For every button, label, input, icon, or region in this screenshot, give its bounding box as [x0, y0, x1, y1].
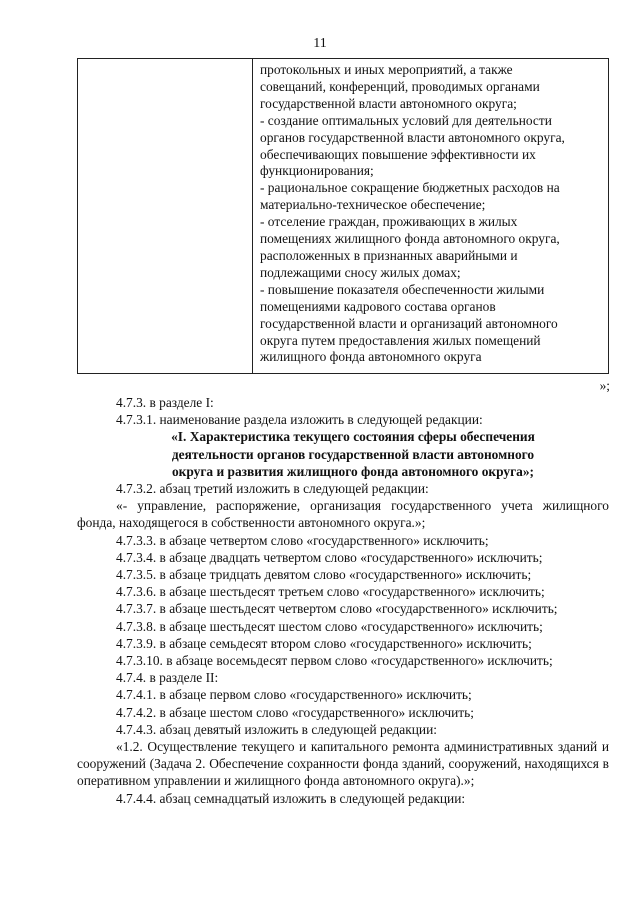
paragraph: 4.7.3.9. в абзаце семьдесят втором слово «государственного» исключить;: [116, 635, 532, 651]
paragraph: 4.7.3.2. абзац третий изложить в следующей редакции:: [116, 481, 429, 497]
paragraph: «1.2. Осуществление текущего и капитального ремонта административных зданий и сооружений (Задача 2. Обеспечение сохранности фонда зданий, сооружений, находящихся в оперативном управлении и жилищного фонда автономного округа).»;: [77, 739, 609, 789]
paragraph: 4.7.3.10. в абзаце восемьдесят первом слово «государственного» исключить;: [116, 653, 553, 669]
table-cell-line: - повышение показателя обеспеченности жилыми: [260, 281, 545, 297]
table-cell-line: функционирования;: [260, 163, 374, 179]
paragraph: 4.7.3. в разделе I:: [116, 395, 214, 410]
heading-line: деятельности органов государственной власти автономного: [171, 446, 535, 462]
table-cell-line: жилищного фонда автономного округа: [260, 349, 482, 365]
paragraph: 4.7.4. в разделе II:: [116, 670, 219, 686]
table-cell-line: протокольных и иных мероприятий, а также: [260, 62, 513, 77]
heading-line: округа и развития жилищного фонда автономного округа»;: [171, 463, 535, 479]
table-cell-line: расположенных в признанных аварийными и: [260, 247, 518, 263]
heading-line: «I. Характеристика текущего состояния сферы обеспечения: [171, 429, 535, 445]
table-cell-line: - создание оптимальных условий для деятельности: [260, 112, 552, 128]
table: [77, 58, 609, 374]
table-cell-line: государственной власти и организаций автономного: [260, 315, 558, 331]
section-heading: [77, 428, 609, 480]
paragraph: 4.7.3.8. в абзаце шестьдесят шестом слово «государственного» исключить;: [116, 618, 543, 634]
table-cell-line: округа путем предоставления жилых помещений: [260, 332, 541, 348]
paragraph: 4.7.3.4. в абзаце двадцать четвертом слово «государственного» исключить;: [116, 549, 543, 565]
paragraph: 4.7.3.5. в абзаце тридцать девятом слово «государственного» исключить;: [116, 567, 532, 583]
paragraph: 4.7.4.1. в абзаце первом слово «государственного» исключить;: [116, 687, 472, 703]
paragraph: «- управление, распоряжение, организация государственного учета жилищного фонда, находящегося в собственности автономного округа.»;: [77, 498, 609, 531]
table-cell-line: обеспечивающих повышение эффективности их: [260, 146, 536, 162]
paragraph: 4.7.3.1. наименование раздела изложить в следующей редакции:: [116, 412, 483, 428]
paragraph: 4.7.4.2. в абзаце шестом слово «государственного» исключить;: [116, 704, 474, 720]
table-cell-line: - отселение граждан, проживающих в жилых: [260, 214, 518, 230]
table-right-cell: [260, 62, 606, 366]
table-left-cell: [78, 59, 253, 373]
paragraph: 4.7.3.3. в абзаце четвертом слово «государственного» исключить;: [116, 532, 489, 548]
page-number: 11: [313, 36, 327, 51]
table-cell-line: материально-техническое обеспечение;: [260, 197, 486, 213]
table-cell-line: подлежащими сносу жилых домах;: [260, 264, 461, 280]
paragraph: 4.7.3.6. в абзаце шестьдесят третьем слово «государственного» исключить;: [116, 584, 545, 600]
table-cell-line: органов государственной власти автономного округа,: [260, 129, 565, 145]
table-cell-line: - рациональное сокращение бюджетных расходов на: [260, 180, 560, 196]
document-body: [77, 394, 609, 807]
paragraph: 4.7.4.3. абзац девятый изложить в следующей редакции:: [116, 721, 437, 737]
paragraph: 4.7.3.7. в абзаце шестьдесят четвертом слово «государственного» исключить;: [116, 601, 558, 617]
paragraph: 4.7.4.4. абзац семнадцатый изложить в следующей редакции:: [116, 790, 466, 806]
table-cell-line: помещениями кадрового состава органов: [260, 298, 496, 314]
table-cell-line: государственной власти автономного округа;: [260, 95, 517, 111]
table-cell-line: помещениях жилищного фонда автономного округа,: [260, 231, 560, 247]
table-cell-line: совещаний, конференций, проводимых органами: [260, 78, 540, 94]
closing-quote: »;: [599, 378, 610, 393]
